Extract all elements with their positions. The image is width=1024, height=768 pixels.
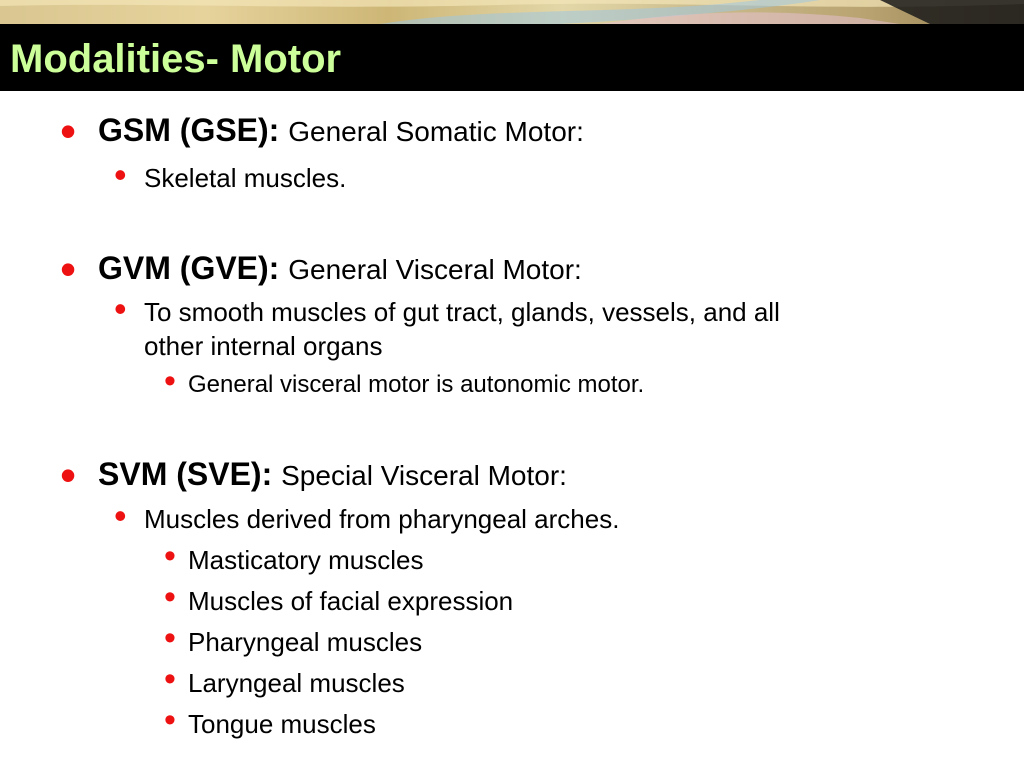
point-text: Muscles derived from pharyngeal arches. xyxy=(144,504,620,534)
subpoint-item xyxy=(164,619,423,659)
bullet-icon: • xyxy=(114,495,127,536)
bullet-icon: • xyxy=(114,288,127,329)
bullet-icon: • xyxy=(164,537,176,575)
section-gsm xyxy=(60,105,584,157)
bullet-icon: • xyxy=(60,243,77,295)
section-heading: GVM (GVE): xyxy=(98,250,280,286)
point-text: To smooth muscles of gut tract, glands, vessels, and all xyxy=(144,297,780,327)
point-item xyxy=(114,495,620,536)
section-gvm xyxy=(60,243,582,295)
bullet-icon: • xyxy=(164,362,176,400)
bullet-icon: • xyxy=(164,578,176,616)
subpoint-text: Muscles of facial expression xyxy=(188,586,514,616)
subpoint-text: Pharyngeal muscles xyxy=(188,627,423,657)
subpoint-text: General visceral motor is autonomic motor. xyxy=(188,371,645,398)
bullet-icon: • xyxy=(164,701,176,739)
section-svm xyxy=(60,449,567,501)
subpoint-text: Masticatory muscles xyxy=(188,545,424,575)
section-heading: GSM (GSE): xyxy=(98,112,280,148)
point-text-continued: other internal organs xyxy=(144,331,383,361)
section-description: General Visceral Motor: xyxy=(288,254,582,285)
point-text: Skeletal muscles. xyxy=(144,163,347,193)
subpoint-item xyxy=(164,660,405,700)
subpoint-text: Laryngeal muscles xyxy=(188,668,405,698)
subpoint-item xyxy=(164,537,424,577)
subpoint-text: Tongue muscles xyxy=(188,709,376,739)
bullet-icon: • xyxy=(164,619,176,657)
bullet-icon: • xyxy=(114,154,127,195)
point-item xyxy=(114,288,780,363)
bullet-icon: • xyxy=(60,105,77,157)
subpoint-item xyxy=(164,362,645,402)
slide-title: Modalities- Motor xyxy=(10,37,342,81)
subpoint-item xyxy=(164,578,514,618)
section-description: Special Visceral Motor: xyxy=(281,460,567,491)
point-item xyxy=(114,154,347,195)
subpoint-item xyxy=(164,701,376,741)
section-description: General Somatic Motor: xyxy=(288,116,584,147)
bullet-icon: • xyxy=(60,449,77,501)
bullet-icon: • xyxy=(164,660,176,698)
section-heading: SVM (SVE): xyxy=(98,456,273,492)
